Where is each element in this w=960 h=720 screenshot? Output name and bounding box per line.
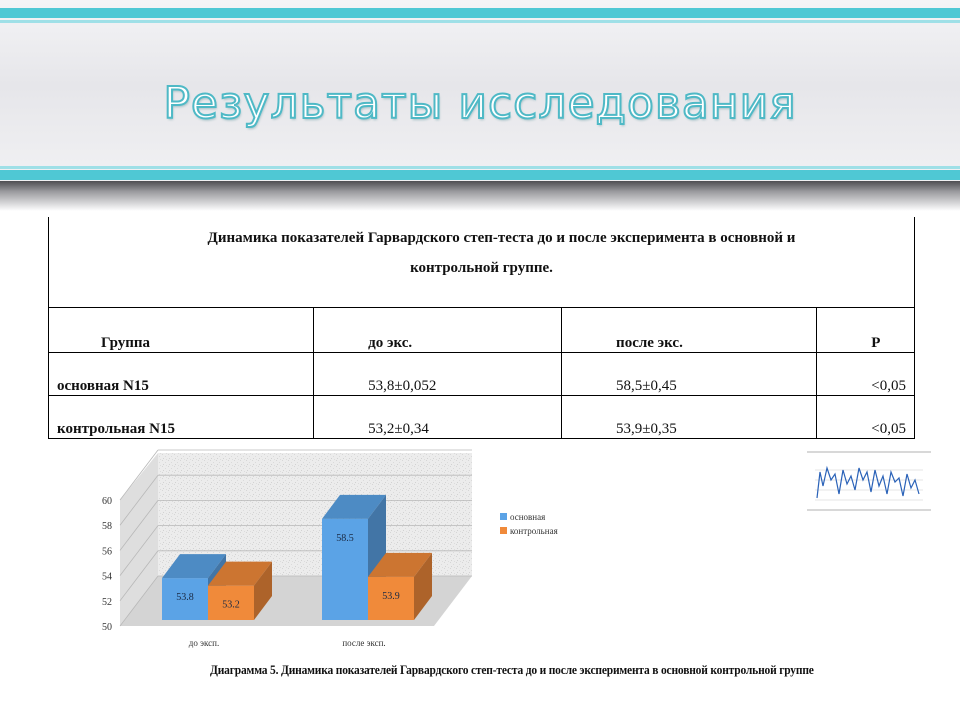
data-label: 53.8 xyxy=(176,592,194,604)
legend-swatch xyxy=(500,513,507,520)
table-caption-line-2: контрольной группе. xyxy=(410,260,553,276)
table-row xyxy=(49,353,915,396)
header-stripe-bottom xyxy=(0,170,960,180)
chart-x-axis xyxy=(189,638,386,648)
table-row xyxy=(49,396,915,439)
chart-legend xyxy=(500,512,558,536)
slide-title: Результаты исследования xyxy=(163,78,797,129)
x-tick-label: до эксп. xyxy=(188,638,220,648)
header-shadow xyxy=(0,181,960,211)
table-caption-row xyxy=(49,217,915,308)
legend-swatch xyxy=(500,527,507,534)
header-p: P xyxy=(817,308,915,353)
row-after: 58,5±0,45 xyxy=(562,353,817,396)
data-label: 53.2 xyxy=(222,599,240,611)
row-group: контрольная N15 xyxy=(49,396,314,439)
sparkline-thumbnail xyxy=(805,450,933,512)
y-tick-label: 60 xyxy=(102,496,112,507)
y-tick-label: 52 xyxy=(102,596,112,608)
table-header-row xyxy=(49,308,915,353)
header-before: до экс. xyxy=(314,308,562,353)
chart-caption: Диаграмма 5. Динамика показателей Гарвардского степ-теста до и после эксперимента в основной контрольной группе xyxy=(210,663,814,677)
y-tick-label: 54 xyxy=(102,571,112,583)
header-group: Группа xyxy=(49,308,314,353)
table-caption-line-1: Динамика показателей Гарвардского степ-теста до и после эксперимента в основной и xyxy=(207,230,796,246)
legend-label: контрольная xyxy=(510,526,558,536)
legend-label: основная xyxy=(510,512,546,522)
row-p: <0,05 xyxy=(817,396,915,439)
data-label: 53.9 xyxy=(382,590,400,602)
header-stripe-top-light xyxy=(0,20,960,23)
chart-y-axis xyxy=(102,496,112,633)
row-after: 53,9±0,35 xyxy=(562,396,817,439)
bar-chart xyxy=(90,448,590,663)
header-stripe-top xyxy=(0,8,960,18)
header-after: после экс. xyxy=(562,308,817,353)
results-table xyxy=(48,217,915,439)
data-label: 58.5 xyxy=(336,532,354,544)
y-tick-label: 50 xyxy=(102,622,112,633)
y-tick-label: 58 xyxy=(102,521,112,533)
row-group: основная N15 xyxy=(49,353,314,396)
row-before: 53,2±0,34 xyxy=(314,396,562,439)
row-p: <0,05 xyxy=(817,353,915,396)
x-tick-label: после эксп. xyxy=(342,638,386,648)
row-before: 53,8±0,052 xyxy=(314,353,562,396)
header-stripe-bottom-light xyxy=(0,166,960,169)
y-tick-label: 56 xyxy=(102,546,112,558)
table-caption xyxy=(49,217,915,308)
slide-header xyxy=(0,0,960,190)
